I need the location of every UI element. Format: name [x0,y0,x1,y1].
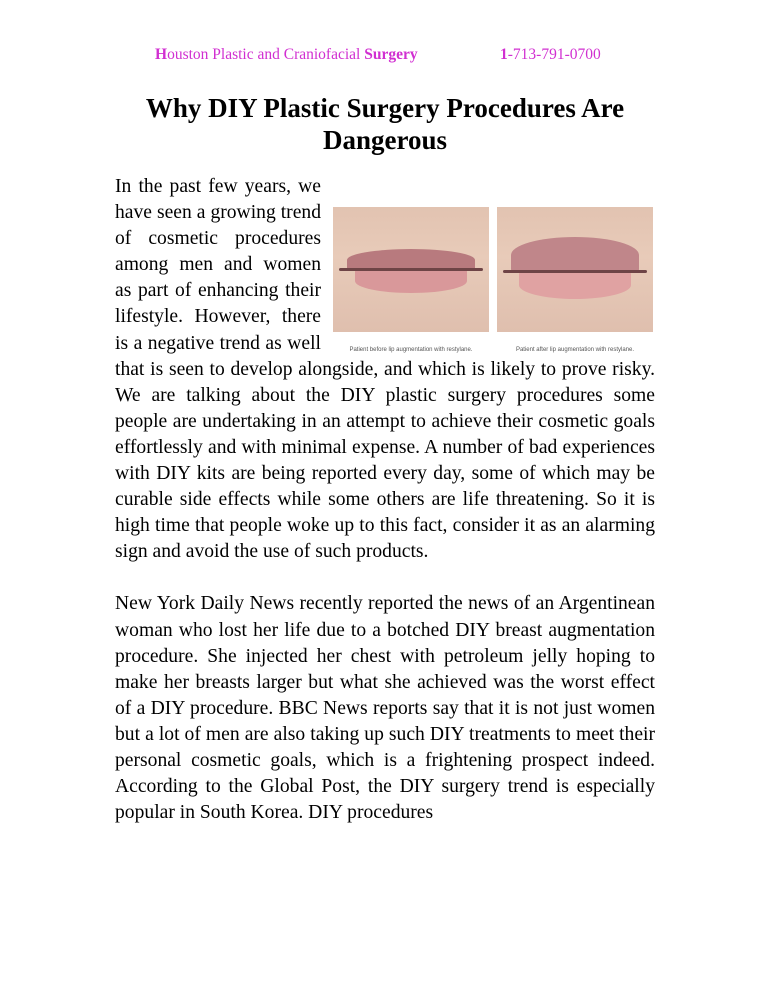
document-header [155,46,601,64]
after-photo [497,207,653,332]
before-photo [333,207,489,332]
lip-augmentation-figure [333,207,655,353]
paragraph: New York Daily News recently reported the news of an Argentinean woman who lost her life due to a botched DIY breast augmentation procedure. She injected her chest with petroleum jelly hoping to make her breasts larger but what she achieved was the worst effect of a DIY procedure. BBC News reports say that it is not just women but a lot of men are also taking up such DIY treatments to meet their personal cosmetic goals, which is a frightening prospect indeed. According to the Global Post, the DIY surgery trend is especially popular in South Korea. DIY procedures [115,593,655,824]
article-title: Why DIY Plastic Surgery Procedures Are Dangerous [145,93,625,155]
article-body [115,174,655,852]
organization-name: Houston Plastic and Craniofacial Surgery [155,46,418,63]
caption-before: Patient before lip augmentation with restylane. [349,347,473,353]
phone-number: 1-713-791-0700 [500,46,601,63]
paragraph: In the past few years, we have seen a growing trend of cosmetic procedures among men and women as part of enhancing their lifestyle. However, there is a negative trend as well that is seen to develop alongside, and which is likely to prove risky. We are talking about the DIY plastic surgery procedures some people are undertaking in an attempt to achieve their cosmetic goals effortlessly and with minimal expense. A number of bad experiences with DIY kits are being reported every day, some of which may be curable side effects while some others are life threatening. So it is high time that people woke up to this fact, consider it as an alarming sign and avoid the use of such products. [115,176,655,563]
caption-after: Patient after lip augmentation with restylane. [515,347,635,353]
